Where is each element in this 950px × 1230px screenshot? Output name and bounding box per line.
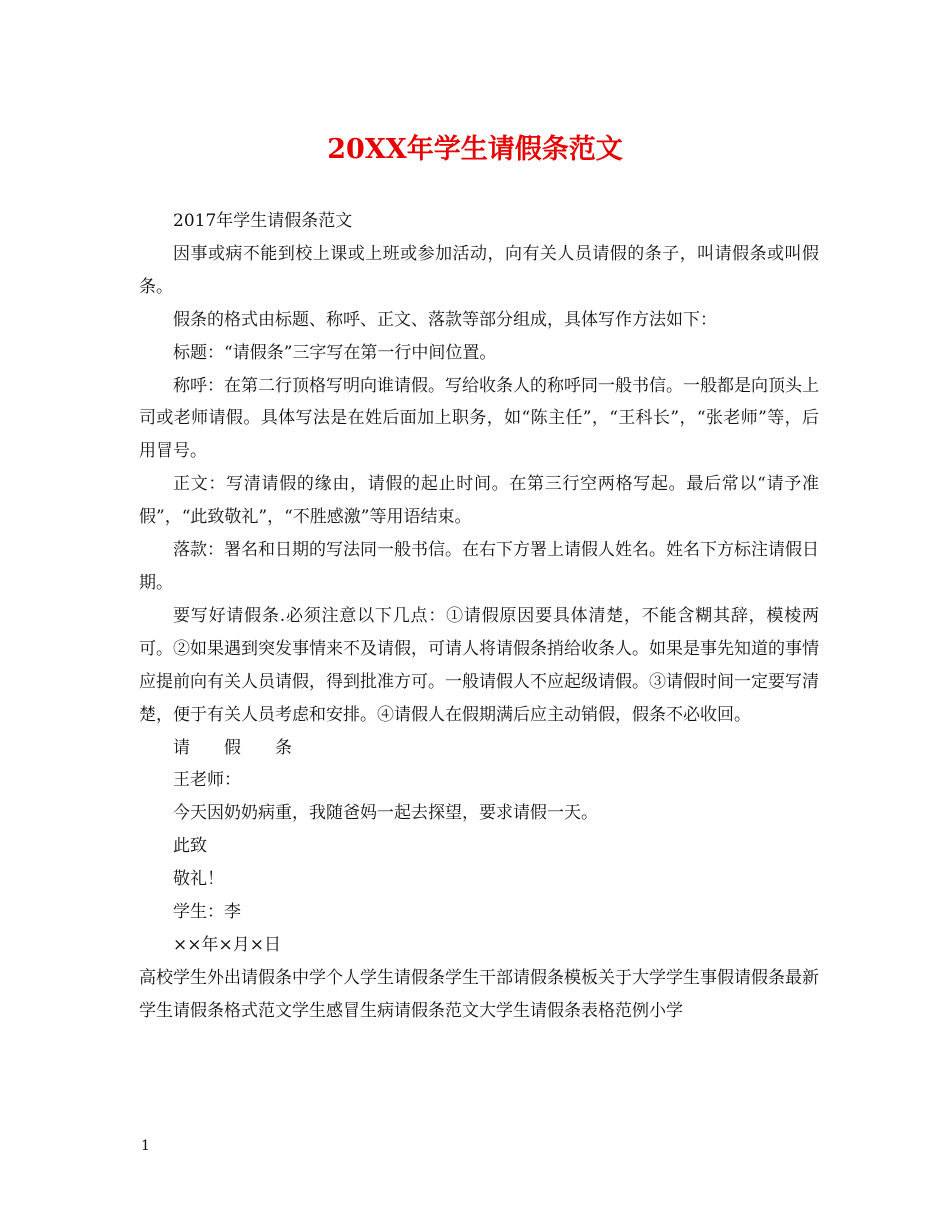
related-links-text: 高校学生外出请假条中学个人学生请假条学生干部请假条模板关于大学学生事假请假条最新学生请假条格式范文学生感冒生病请假条范文大学生请假条表格范例小学 [139,967,819,1021]
paragraph-signature-rule: 落款：署名和日期的写法同一般书信。在右下方署上请假人姓名。姓名下方标注请假日期。 [139,540,819,593]
sample-closing-1: 此致 [173,836,207,857]
paragraph-title-rule: 标题：“请假条”三字写在第一行中间位置。 [173,342,497,363]
paragraph-notes: 要写好请假条.必须注意以下几点：①请假原因要具体清楚，不能含糊其辞，模棱两可。②如果遇到突发事情来不及请假，可请人将请假条捎给收条人。如果是事先知道的事情应提前向有关人员请假，得到批准方可。一般请假人不应起级请假。③请假时间一定要写清楚，便于有关人员考虑和安排。④请假人在假期满后应主动销假，假条不必收回。 [139,605,819,725]
document-body [139,205,819,1028]
paragraph-salutation-rule: 称呼：在第二行顶格写明向谁请假。写给收条人的称呼同一般书信。一般都是向顶头上司或老师请假。具体写法是在姓后面加上职务，如“陈主任”，“王科长”，“张老师”等，后用冒号。 [139,375,819,462]
paragraph-definition: 因事或病不能到校上课或上班或参加活动，向有关人员请假的条子，叫请假条或叫假条。 [139,243,819,297]
sample-salutation: 王老师： [173,770,241,791]
sample-signature: 学生：李 [173,902,241,923]
page-number: 1 [141,1138,150,1154]
paragraph-format: 假条的格式由标题、称呼、正文、落款等部分组成，具体写作方法如下： [173,309,717,330]
sample-heading: 请 假 条 [173,737,292,758]
sample-closing-2: 敬礼！ [173,869,224,890]
document-title: 20XX年学生请假条范文 [327,134,623,165]
sample-body: 今天因奶奶病重，我随爸妈一起去探望，要求请假一天。 [173,803,598,824]
paragraph-subtitle: 2017年学生请假条范文 [173,211,353,231]
paragraph-body-rule: 正文：写清请假的缘由，请假的起止时间。在第三行空两格写起。最后常以“请予准假”，“此致敬礼”，“不胜感激”等用语结束。 [139,474,819,528]
sample-date: ××年×月×日 [173,934,281,955]
